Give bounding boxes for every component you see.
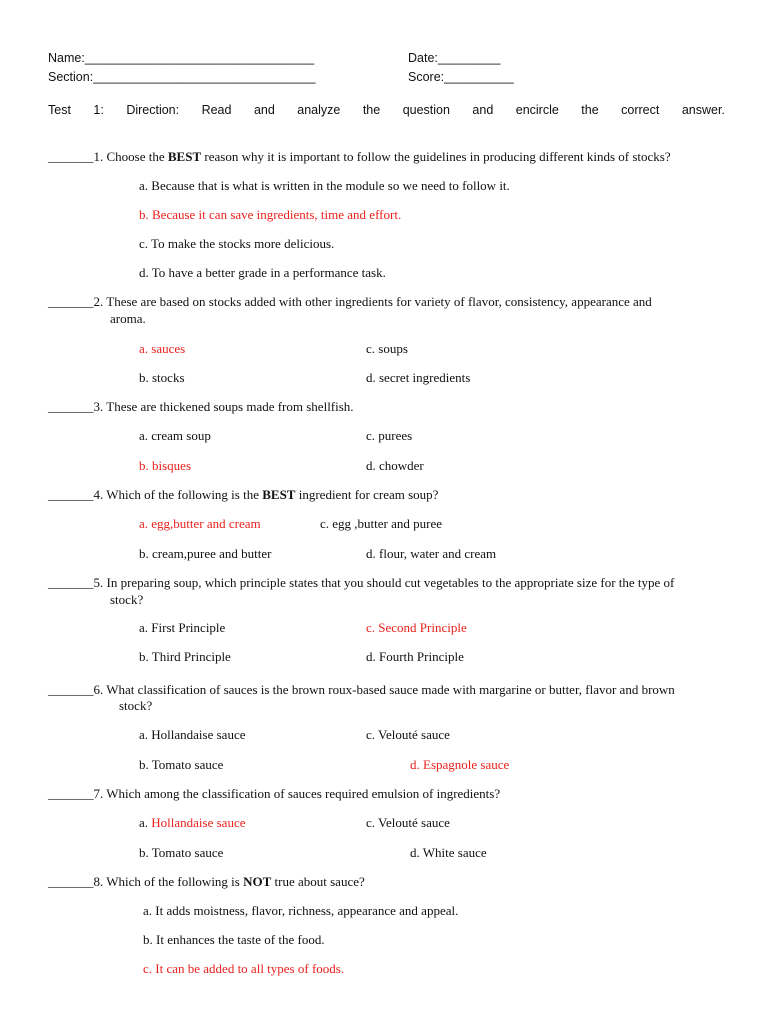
choice-6a	[139, 727, 246, 743]
choice-text: First Principle	[151, 620, 226, 635]
choice-letter: d.	[366, 458, 379, 473]
answer-blank: _______	[48, 399, 94, 414]
choice-letter: b.	[139, 370, 152, 385]
direction-word: the	[362, 103, 381, 117]
choice-text: Because that is what is written in the module so we need to follow it.	[151, 178, 510, 193]
question-6	[48, 682, 675, 698]
question-2	[48, 294, 652, 310]
question-text: true about sauce?	[271, 874, 365, 889]
choice-text: It can be added to all types of foods.	[155, 961, 345, 976]
choice-text: Velouté sauce	[378, 815, 450, 830]
choice-text: egg,butter and cream	[151, 516, 261, 531]
choice-4a-correct	[139, 516, 261, 532]
choice-text: chowder	[379, 458, 424, 473]
choice-text: Hollandaise sauce	[151, 727, 246, 742]
choice-7b	[139, 845, 223, 861]
answer-blank: _______	[48, 487, 94, 502]
name-line: _________________________________	[84, 51, 315, 65]
choice-4b	[139, 546, 271, 562]
choice-1d	[139, 265, 386, 281]
choice-2a-correct	[139, 341, 185, 357]
choice-5d	[366, 649, 464, 665]
direction-word: encircle	[515, 103, 559, 117]
choice-text: sauces	[151, 341, 186, 356]
choice-letter: a.	[139, 727, 152, 742]
choice-letter: c.	[139, 236, 152, 251]
choice-3d	[366, 458, 424, 474]
choice-6c	[366, 727, 450, 743]
question-7	[48, 786, 500, 802]
choice-letter: c.	[366, 428, 379, 443]
emphasis-text: NOT	[243, 874, 272, 889]
choice-letter: a.	[139, 516, 152, 531]
choice-text: Hollandaise sauce	[151, 815, 246, 830]
direction-word: the	[581, 103, 599, 117]
section-label: Section:	[48, 70, 94, 84]
choice-text: cream,puree and butter	[152, 546, 272, 561]
choice-3c	[366, 428, 412, 444]
choice-letter: c.	[366, 727, 379, 742]
answer-blank: _______	[48, 682, 94, 697]
choice-8b	[143, 932, 325, 948]
answer-blank: _______	[48, 149, 94, 164]
choice-letter: b.	[143, 932, 156, 947]
choice-letter: d.	[366, 370, 379, 385]
question-text: 8. Which of the following is	[93, 874, 244, 889]
choice-5a	[139, 620, 225, 636]
choice-text: secret ingredients	[379, 370, 471, 385]
choice-letter: d.	[139, 265, 152, 280]
choice-letter: a.	[139, 341, 152, 356]
choice-4d	[366, 546, 496, 562]
direction-word: analyze	[297, 103, 341, 117]
choice-text: bisques	[152, 458, 191, 473]
choice-text: White sauce	[422, 845, 487, 860]
section-field	[48, 69, 316, 85]
question-text: reason why it is important to follow the guidelines in producing different kinds of stocks?	[201, 149, 671, 164]
question-6-continued: stock?	[119, 698, 153, 713]
question-text: 1. Choose the	[93, 149, 168, 164]
choice-text: Because it can save ingredients, time and effort.	[152, 207, 402, 222]
question-text: 7. Which among the classification of sauces required emulsion of ingredients?	[93, 786, 501, 801]
direction-word: question	[402, 103, 450, 117]
choice-2c	[366, 341, 408, 357]
choice-2d	[366, 370, 470, 386]
name-field	[48, 50, 314, 66]
question-text: 2. These are based on stocks added with other ingredients for variety of flavor, consistency, appearance and	[93, 294, 652, 309]
choice-letter: a.	[139, 428, 152, 443]
choice-7a-correct	[139, 815, 246, 831]
choice-7c	[366, 815, 450, 831]
choice-text: It adds moistness, flavor, richness, appearance and appeal.	[155, 903, 459, 918]
choice-letter: b.	[139, 845, 152, 860]
choice-5c-correct	[366, 620, 467, 636]
choice-letter: b.	[139, 546, 152, 561]
direction-word: correct	[621, 103, 660, 117]
choice-text: stocks	[152, 370, 185, 385]
question-4	[48, 487, 438, 503]
choice-text: Tomato sauce	[151, 845, 224, 860]
choice-1c	[139, 236, 334, 252]
name-label: Name:	[48, 51, 85, 65]
choice-text: It enhances the taste of the food.	[156, 932, 325, 947]
question-8	[48, 874, 365, 890]
question-text: 5. In preparing soup, which principle states that you should cut vegetables to the appropriate size for the type of	[93, 575, 675, 590]
direction-word: and	[253, 103, 275, 117]
date-line: _________	[437, 51, 501, 65]
choice-letter: c.	[366, 815, 379, 830]
choice-text: Fourth Principle	[379, 649, 464, 664]
choice-6b	[139, 757, 223, 773]
choice-text: To make the stocks more delicious.	[151, 236, 335, 251]
choice-text: flour, water and cream	[379, 546, 497, 561]
choice-1a	[139, 178, 510, 194]
direction-word: and	[472, 103, 494, 117]
choice-7d	[410, 845, 487, 861]
choice-letter: b.	[139, 649, 152, 664]
choice-letter: c.	[143, 961, 156, 976]
direction-word: Direction:	[126, 103, 180, 117]
choice-text: soups	[378, 341, 408, 356]
emphasis-text: BEST	[262, 487, 296, 502]
choice-letter: a.	[139, 178, 152, 193]
choice-3a	[139, 428, 211, 444]
answer-blank: _______	[48, 294, 94, 309]
choice-letter: d.	[410, 757, 423, 772]
choice-text: cream soup	[151, 428, 211, 443]
choice-letter: c.	[320, 516, 333, 531]
choice-5b	[139, 649, 231, 665]
choice-text: egg ,butter and puree	[332, 516, 443, 531]
choice-letter: b.	[139, 458, 152, 473]
question-text: 4. Which of the following is the	[93, 487, 263, 502]
score-field	[408, 69, 514, 85]
choice-4c	[320, 516, 442, 532]
question-text: 3. These are thickened soups made from shellfish.	[93, 399, 354, 414]
choice-letter: c.	[366, 341, 379, 356]
choice-letter: c.	[366, 620, 379, 635]
choice-text: Tomato sauce	[151, 757, 224, 772]
date-field	[408, 50, 500, 66]
direction-word: 1:	[93, 103, 104, 117]
choice-8c-correct	[143, 961, 344, 977]
choice-letter: d.	[410, 845, 423, 860]
choice-text: Second Principle	[378, 620, 467, 635]
question-text: ingredient for cream soup?	[295, 487, 439, 502]
choice-letter: d.	[366, 546, 379, 561]
choice-text: Espagnole sauce	[423, 757, 510, 772]
date-label: Date:	[408, 51, 438, 65]
answer-blank: _______	[48, 874, 94, 889]
score-line: __________	[444, 70, 514, 84]
question-text: 6. What classification of sauces is the brown roux-based sauce made with margarine or butter, flavor and brown	[93, 682, 675, 697]
choice-text: purees	[378, 428, 413, 443]
choice-2b	[139, 370, 185, 386]
direction-word: Test	[48, 103, 71, 117]
choice-text: Velouté sauce	[378, 727, 450, 742]
choice-letter: b.	[139, 207, 152, 222]
choice-letter: a.	[139, 620, 152, 635]
question-2-continued: aroma.	[110, 311, 146, 326]
choice-text: Third Principle	[151, 649, 231, 664]
choice-letter: a.	[143, 903, 156, 918]
test-direction	[48, 102, 725, 118]
choice-1b-correct	[139, 207, 401, 223]
question-5-continued: stock?	[110, 592, 144, 607]
choice-text: To have a better grade in a performance task.	[151, 265, 386, 280]
emphasis-text: BEST	[167, 149, 202, 164]
answer-blank: _______	[48, 786, 94, 801]
choice-letter: d.	[366, 649, 379, 664]
direction-word: answer.	[681, 103, 725, 117]
choice-letter: a.	[139, 815, 152, 830]
choice-letter: b.	[139, 757, 152, 772]
choice-6d-correct	[410, 757, 509, 773]
question-5	[48, 575, 674, 591]
choice-8a	[143, 903, 458, 919]
answer-blank: _______	[48, 575, 94, 590]
question-3	[48, 399, 354, 415]
question-1	[48, 149, 671, 165]
section-line: ________________________________	[93, 70, 316, 84]
choice-3b-correct	[139, 458, 191, 474]
score-label: Score:	[408, 70, 445, 84]
direction-word: Read	[201, 103, 232, 117]
